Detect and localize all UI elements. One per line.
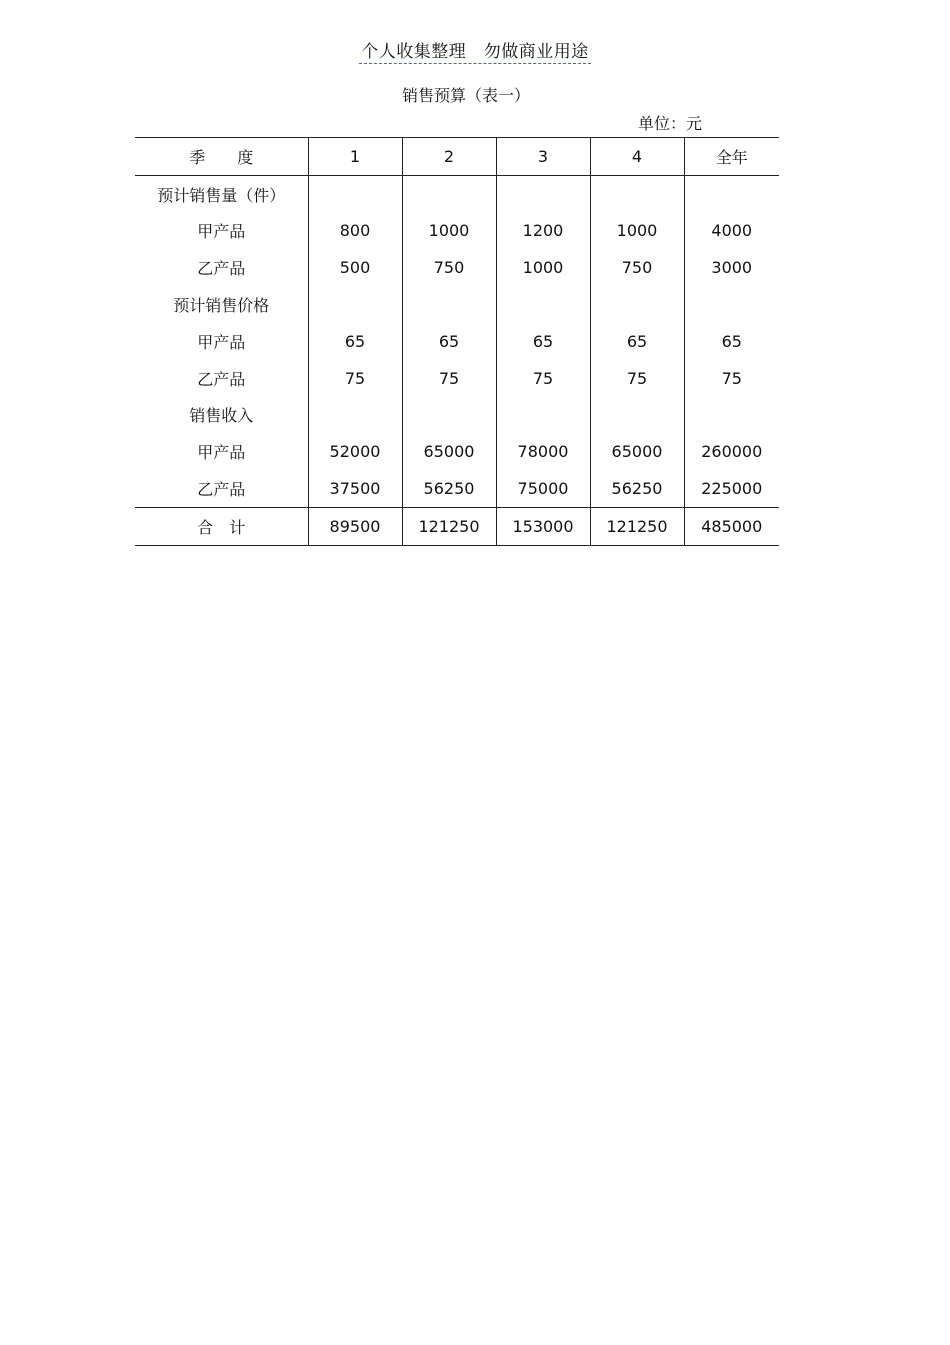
column-header-quarter: 季 度 [189,147,254,167]
section-row-sales-revenue [135,397,779,434]
cell-value: 1000 [496,249,590,286]
cell-value: 4000 [684,213,779,250]
cell-value: 65 [590,323,684,360]
column-header-q4: 4 [590,138,684,176]
cell-value: 65 [402,323,496,360]
cell-value: 56250 [590,470,684,507]
cell-value: 65 [496,323,590,360]
section-label: 销售收入 [189,406,254,426]
sales-budget-table [135,137,779,546]
cell-value: 1000 [402,213,496,250]
total-value: 121250 [590,507,684,545]
table-row [135,249,779,286]
cell-value: 1000 [590,213,684,250]
cell-value: 65 [684,323,779,360]
cell-value: 750 [590,249,684,286]
cell-value: 65000 [402,433,496,470]
row-label: 乙产品 [197,480,246,500]
cell-value: 65 [308,323,402,360]
column-header-q3: 3 [496,138,590,176]
total-value: 153000 [496,507,590,545]
total-label: 合 计 [197,517,246,537]
section-label: 预计销售价格 [173,296,270,316]
column-header-q1: 1 [308,138,402,176]
cell-value: 52000 [308,433,402,470]
column-header-full-year: 全年 [684,138,779,176]
row-label: 甲产品 [197,332,246,352]
section-row-sales-price [135,286,779,323]
unit-label: 单位：元 [638,114,703,133]
table-row [135,213,779,250]
cell-value: 65000 [590,433,684,470]
row-label: 乙产品 [197,369,246,389]
total-value: 485000 [684,507,779,545]
total-value: 121250 [402,507,496,545]
cell-value: 800 [308,213,402,250]
header-row [135,138,779,176]
cell-value: 3000 [684,249,779,286]
header-note [0,40,950,64]
table-row [135,323,779,360]
cell-value: 75 [496,360,590,397]
cell-value: 750 [402,249,496,286]
cell-value: 75 [308,360,402,397]
total-row [135,507,779,545]
cell-value: 37500 [308,470,402,507]
cell-value: 78000 [496,433,590,470]
row-label: 乙产品 [197,259,246,279]
cell-value: 500 [308,249,402,286]
table-row [135,470,779,507]
section-row-sales-volume [135,175,779,212]
section-label: 预计销售量（件） [157,185,286,205]
cell-value: 75 [590,360,684,397]
cell-value: 225000 [684,470,779,507]
table-title: 销售预算（表一） [401,86,530,105]
header-note-text: 个人收集整理 勿做商业用途 [361,42,589,62]
cell-value: 56250 [402,470,496,507]
cell-value: 75 [402,360,496,397]
row-label: 甲产品 [197,443,246,463]
cell-value: 1200 [496,213,590,250]
cell-value: 260000 [684,433,779,470]
table-row [135,360,779,397]
cell-value: 75000 [496,470,590,507]
total-value: 89500 [308,507,402,545]
cell-value: 75 [684,360,779,397]
table-row [135,433,779,470]
column-header-q2: 2 [402,138,496,176]
row-label: 甲产品 [197,222,246,242]
